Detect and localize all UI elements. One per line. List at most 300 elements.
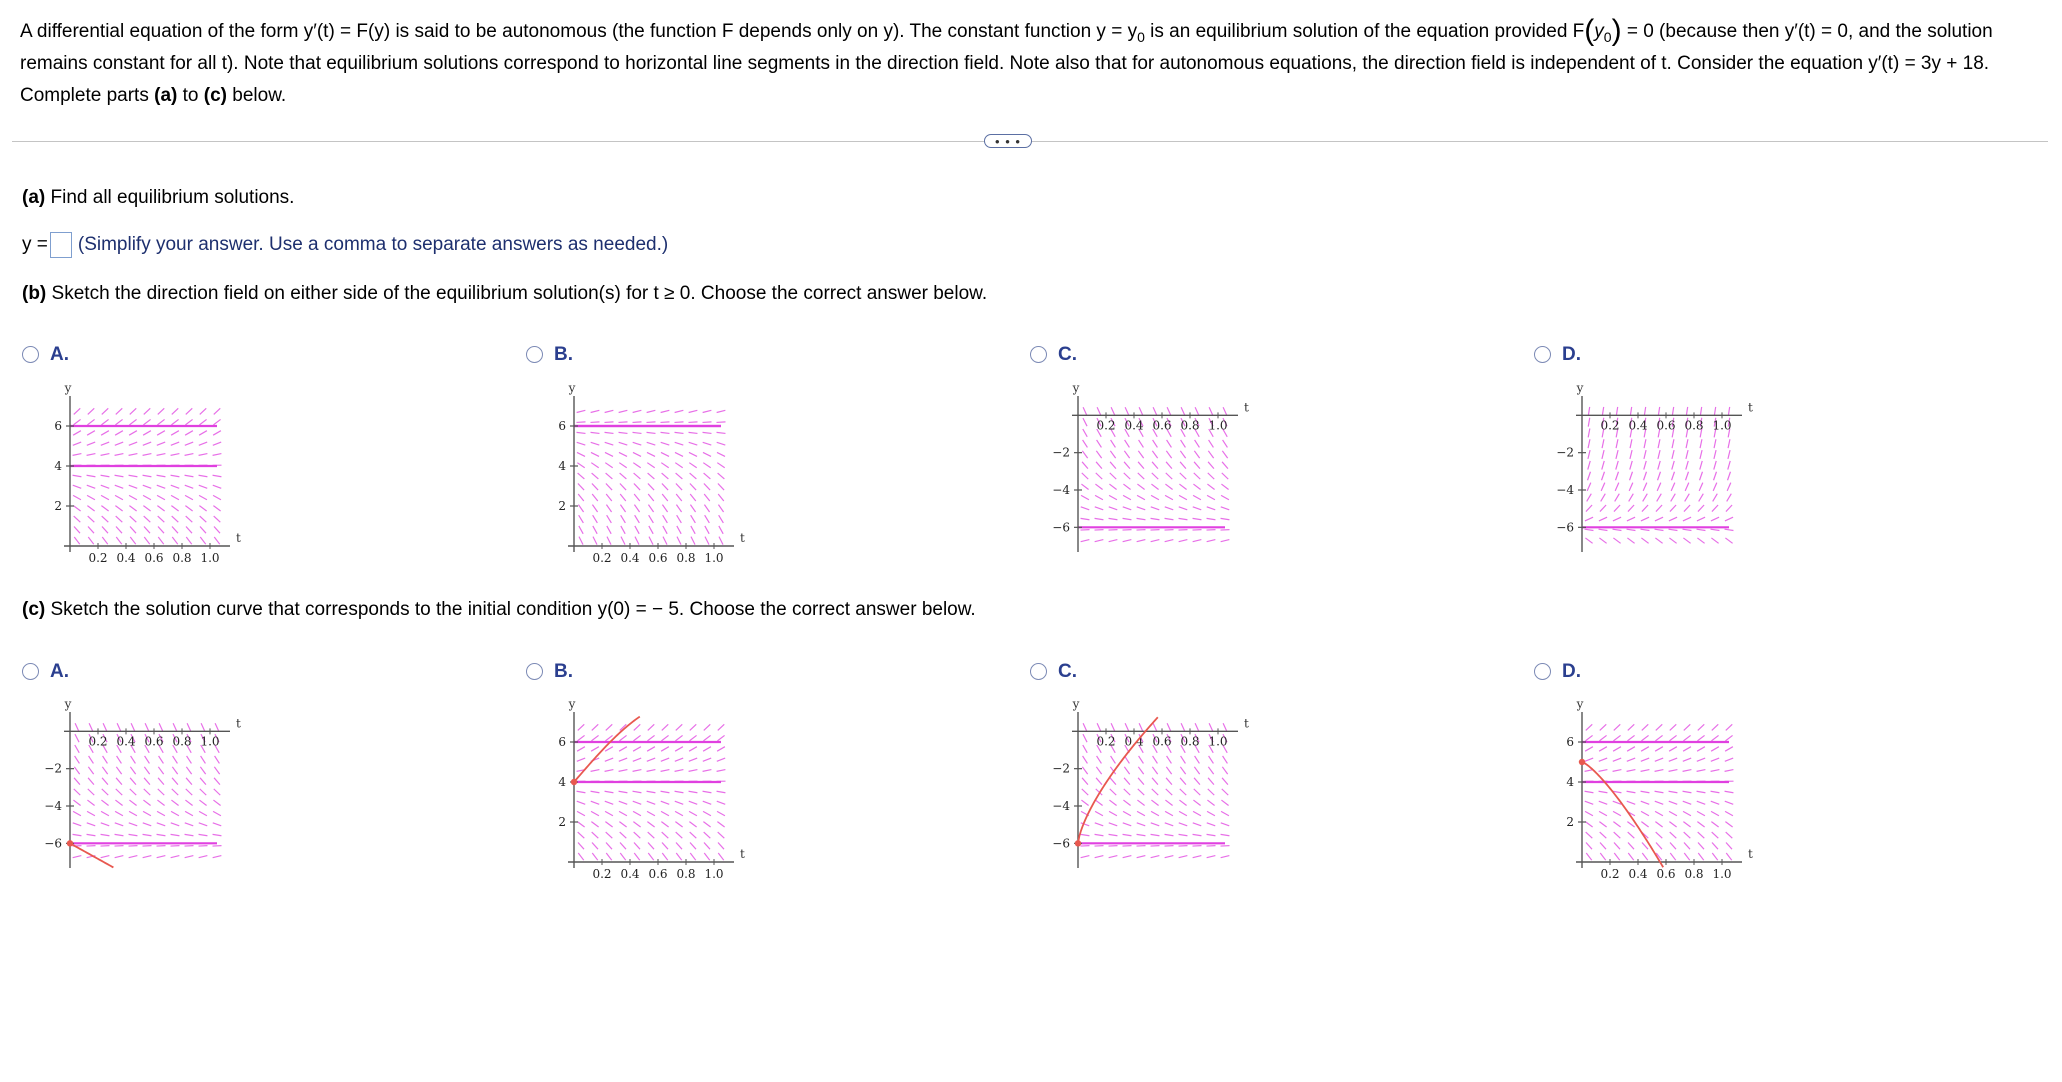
slope-mark bbox=[143, 475, 152, 477]
slope-mark bbox=[1655, 791, 1664, 793]
slope-mark bbox=[577, 452, 585, 456]
slope-mark bbox=[1627, 822, 1634, 827]
slope-mark bbox=[101, 475, 110, 477]
slope-mark bbox=[1152, 778, 1158, 785]
slope-mark bbox=[1698, 853, 1703, 860]
intro-to: to bbox=[177, 85, 204, 106]
slope-mark bbox=[1081, 507, 1089, 510]
slope-mark bbox=[87, 811, 95, 815]
slope-mark bbox=[1683, 811, 1691, 815]
slope-mark bbox=[1151, 834, 1160, 835]
slope-mark bbox=[144, 767, 149, 774]
slope-mark bbox=[1221, 823, 1229, 826]
slope-mark bbox=[1167, 723, 1171, 731]
slope-mark bbox=[647, 811, 655, 815]
slope-mark bbox=[703, 801, 711, 804]
slope-mark bbox=[619, 735, 626, 740]
slope-mark bbox=[73, 495, 81, 499]
slope-mark bbox=[633, 758, 641, 761]
slope-mark bbox=[1641, 735, 1648, 740]
slope-mark bbox=[200, 789, 206, 795]
slope-mark bbox=[172, 767, 177, 774]
t-tick-label: 0.6 bbox=[144, 551, 164, 565]
t-axis-label: t bbox=[1748, 400, 1753, 415]
slope-mark bbox=[1208, 473, 1214, 479]
slope-mark bbox=[591, 452, 599, 456]
slope-mark bbox=[1712, 853, 1717, 860]
slope-mark bbox=[157, 800, 164, 805]
slope-mark bbox=[704, 473, 711, 479]
slope-mark bbox=[1644, 450, 1646, 459]
slope-mark bbox=[1151, 518, 1160, 519]
y-tick-label: −6 bbox=[44, 836, 62, 851]
slope-mark bbox=[1586, 853, 1591, 860]
slope-mark bbox=[88, 408, 95, 414]
slope-mark bbox=[1616, 461, 1618, 470]
slope-mark bbox=[101, 485, 109, 488]
slope-mark bbox=[1179, 540, 1188, 542]
radio-button[interactable] bbox=[22, 346, 39, 363]
option-letter: C. bbox=[1058, 344, 1077, 365]
slope-mark bbox=[186, 537, 191, 544]
slope-mark bbox=[1180, 473, 1186, 479]
slope-mark bbox=[633, 747, 641, 752]
slope-mark bbox=[1672, 472, 1675, 481]
slope-mark bbox=[1600, 853, 1605, 860]
slope-mark bbox=[88, 516, 95, 522]
slope-mark bbox=[619, 791, 628, 793]
slope-mark bbox=[1585, 758, 1593, 761]
slope-mark bbox=[1222, 473, 1228, 479]
slope-mark bbox=[87, 454, 96, 456]
slope-mark bbox=[1672, 461, 1674, 470]
initial-point bbox=[571, 779, 577, 785]
slope-mark bbox=[1698, 505, 1704, 512]
slope-mark bbox=[649, 515, 654, 523]
slope-mark bbox=[1683, 747, 1691, 752]
slope-mark bbox=[619, 410, 628, 412]
slope-mark bbox=[1671, 483, 1675, 491]
slope-mark bbox=[200, 526, 206, 533]
slope-mark bbox=[201, 756, 206, 764]
slope-mark bbox=[1083, 429, 1087, 437]
radio-button[interactable] bbox=[1534, 663, 1551, 680]
slope-mark bbox=[1614, 505, 1620, 512]
slope-mark bbox=[1207, 834, 1216, 835]
slope-mark bbox=[1151, 823, 1159, 826]
expand-more-button[interactable]: • • • bbox=[984, 134, 1032, 148]
slope-mark bbox=[1713, 483, 1717, 491]
radio-button[interactable] bbox=[22, 663, 39, 680]
slope-mark bbox=[676, 494, 682, 501]
slope-mark bbox=[1193, 507, 1201, 510]
slope-mark bbox=[1655, 529, 1664, 530]
slope-mark bbox=[1152, 789, 1158, 795]
slope-mark bbox=[1600, 832, 1607, 838]
slope-mark bbox=[591, 422, 600, 423]
slope-mark bbox=[213, 431, 221, 436]
slope-mark bbox=[88, 778, 94, 785]
slope-mark bbox=[129, 856, 138, 858]
slope-mark bbox=[633, 432, 642, 433]
slope-mark bbox=[633, 791, 642, 793]
slope-mark bbox=[1642, 842, 1648, 849]
slope-mark bbox=[1221, 484, 1228, 489]
slope-mark bbox=[199, 823, 207, 826]
slope-mark bbox=[1181, 407, 1185, 415]
slope-mark bbox=[1124, 767, 1129, 774]
slope-mark bbox=[200, 767, 205, 774]
slope-mark bbox=[605, 747, 613, 752]
solution-curve bbox=[1078, 717, 1158, 843]
slope-mark bbox=[157, 856, 166, 858]
slope-mark bbox=[143, 811, 151, 815]
slope-mark bbox=[87, 506, 94, 511]
slope-mark bbox=[199, 442, 207, 445]
slope-mark bbox=[1599, 538, 1606, 543]
slope-mark bbox=[677, 515, 682, 523]
part-c-question bbox=[22, 598, 976, 622]
slope-mark bbox=[1195, 756, 1200, 764]
slope-mark bbox=[1725, 529, 1734, 530]
t-tick-label: 0.2 bbox=[88, 734, 108, 749]
slope-mark bbox=[1672, 407, 1673, 416]
slope-mark bbox=[661, 422, 670, 423]
slope-mark bbox=[1627, 758, 1635, 761]
slope-mark bbox=[661, 811, 669, 815]
slope-mark bbox=[1221, 800, 1228, 805]
slope-mark bbox=[1151, 484, 1158, 489]
slope-mark bbox=[115, 506, 122, 511]
slope-mark bbox=[1669, 758, 1677, 761]
slope-mark bbox=[1166, 789, 1172, 795]
slope-mark bbox=[1697, 770, 1706, 772]
slope-mark bbox=[73, 834, 82, 835]
slope-mark bbox=[172, 537, 177, 544]
slope-mark bbox=[1082, 473, 1088, 479]
slope-mark bbox=[213, 856, 222, 858]
slope-mark bbox=[703, 822, 710, 827]
slope-mark bbox=[1081, 518, 1090, 519]
slope-mark bbox=[115, 811, 123, 815]
t-tick-label: 0.6 bbox=[144, 734, 164, 749]
slope-mark bbox=[1644, 461, 1646, 470]
slope-mark bbox=[1616, 439, 1618, 448]
slope-mark bbox=[578, 505, 583, 512]
radio-button[interactable] bbox=[1030, 663, 1047, 680]
slope-mark bbox=[185, 485, 193, 488]
slope-mark bbox=[1627, 517, 1635, 521]
slope-mark bbox=[1165, 856, 1174, 858]
t-tick-label: 1.0 bbox=[1712, 867, 1732, 881]
slope-mark bbox=[1207, 495, 1215, 499]
slope-mark bbox=[1193, 484, 1200, 489]
y-tick-label: −6 bbox=[1052, 520, 1070, 535]
radio-button[interactable] bbox=[526, 346, 543, 363]
slope-mark bbox=[1658, 407, 1659, 416]
slope-mark bbox=[1208, 789, 1214, 795]
slope-mark bbox=[1095, 800, 1102, 805]
slope-mark bbox=[1123, 811, 1131, 815]
t-tick-label: 0.2 bbox=[1096, 418, 1116, 433]
slope-mark bbox=[200, 778, 206, 785]
slope-mark bbox=[1207, 823, 1215, 826]
slope-mark bbox=[1193, 823, 1201, 826]
slope-mark bbox=[1726, 724, 1733, 730]
slope-mark bbox=[1602, 472, 1605, 481]
y-tick-label: 2 bbox=[54, 499, 62, 513]
slope-mark bbox=[1700, 407, 1701, 416]
radio-button[interactable] bbox=[526, 663, 543, 680]
slope-mark bbox=[689, 432, 698, 433]
slope-mark bbox=[74, 408, 81, 414]
slope-mark bbox=[661, 442, 670, 445]
slope-mark bbox=[648, 483, 654, 490]
slope-mark bbox=[1697, 735, 1704, 740]
slope-mark bbox=[130, 516, 137, 522]
slope-mark bbox=[703, 410, 712, 412]
slope-mark bbox=[1586, 505, 1592, 512]
slope-mark bbox=[144, 516, 151, 522]
slope-mark bbox=[101, 431, 109, 436]
slope-mark bbox=[75, 756, 80, 764]
slope-mark bbox=[661, 410, 670, 412]
slope-mark bbox=[633, 463, 640, 468]
slope-mark bbox=[115, 856, 124, 858]
slope-mark bbox=[1165, 507, 1173, 510]
slope-mark bbox=[1642, 853, 1647, 860]
slope-mark bbox=[1725, 735, 1732, 740]
slope-mark bbox=[1669, 822, 1676, 827]
slope-mark bbox=[1615, 483, 1619, 491]
slope-mark bbox=[1712, 842, 1718, 849]
slope-mark bbox=[578, 842, 584, 849]
slope-mark bbox=[1602, 450, 1604, 459]
graph-c-c bbox=[1038, 694, 1249, 884]
slope-mark bbox=[172, 778, 178, 785]
slope-mark bbox=[635, 537, 639, 545]
slope-mark bbox=[633, 422, 642, 423]
slope-mark bbox=[704, 842, 710, 849]
slope-mark bbox=[75, 723, 79, 731]
slope-mark bbox=[1711, 791, 1720, 793]
slope-mark bbox=[1221, 856, 1230, 858]
subscript: 0 bbox=[1137, 29, 1145, 45]
slope-mark bbox=[159, 756, 164, 764]
slope-mark bbox=[675, 452, 683, 456]
slope-mark bbox=[73, 823, 81, 826]
slope-mark bbox=[1599, 758, 1607, 761]
t-tick-label: 1.0 bbox=[1208, 734, 1228, 749]
slope-mark bbox=[1083, 418, 1087, 426]
t-tick-label: 0.6 bbox=[1656, 418, 1676, 433]
slope-mark bbox=[606, 724, 613, 730]
slope-mark bbox=[633, 811, 641, 815]
answer-prefix: y = bbox=[22, 234, 48, 256]
slope-mark bbox=[115, 823, 123, 826]
t-axis-label: t bbox=[1244, 716, 1249, 731]
slope-mark bbox=[1083, 440, 1088, 448]
slope-mark bbox=[117, 756, 122, 764]
y-tick-label: 6 bbox=[1566, 735, 1574, 749]
slope-mark bbox=[1641, 811, 1649, 815]
slope-mark bbox=[1586, 724, 1593, 730]
y-axis-label: y bbox=[1072, 697, 1080, 711]
slope-mark bbox=[690, 505, 695, 512]
slope-mark bbox=[1686, 439, 1688, 448]
slope-mark bbox=[1179, 495, 1187, 499]
slope-mark bbox=[1585, 517, 1593, 521]
slope-mark bbox=[717, 452, 725, 456]
slope-mark bbox=[577, 811, 585, 815]
slope-mark bbox=[633, 452, 641, 456]
t-tick-label: 0.2 bbox=[1600, 418, 1620, 433]
option-letter: C. bbox=[1058, 661, 1077, 682]
slope-mark bbox=[171, 485, 179, 488]
slope-mark bbox=[116, 408, 123, 414]
slope-mark bbox=[591, 770, 600, 772]
slope-mark bbox=[1641, 517, 1649, 521]
slope-mark bbox=[1728, 461, 1730, 470]
slope-mark bbox=[1644, 407, 1645, 416]
part-b-question bbox=[22, 282, 987, 306]
slope-mark bbox=[1588, 472, 1591, 481]
slope-mark bbox=[102, 767, 107, 774]
intro-end: below. bbox=[227, 85, 287, 106]
slope-mark bbox=[675, 735, 682, 740]
slope-mark bbox=[1644, 439, 1646, 448]
slope-mark bbox=[676, 853, 681, 860]
slope-mark bbox=[1602, 439, 1604, 448]
slope-mark bbox=[157, 419, 164, 424]
slope-mark bbox=[1672, 439, 1674, 448]
slope-mark bbox=[1672, 450, 1674, 459]
equilibrium-answer-input[interactable] bbox=[50, 232, 72, 258]
slope-mark bbox=[579, 515, 584, 523]
slope-mark bbox=[1630, 439, 1632, 448]
slope-mark bbox=[1153, 407, 1157, 415]
initial-point bbox=[1075, 840, 1081, 846]
slope-mark bbox=[103, 756, 108, 764]
slope-mark bbox=[1686, 407, 1687, 416]
slope-mark bbox=[1711, 735, 1718, 740]
t-axis-label: t bbox=[740, 531, 745, 545]
slope-mark bbox=[1727, 483, 1731, 491]
slope-mark bbox=[101, 419, 108, 424]
slope-mark bbox=[185, 811, 193, 815]
slope-mark bbox=[1193, 834, 1202, 835]
slope-mark bbox=[1166, 778, 1172, 785]
slope-mark bbox=[717, 463, 724, 468]
slope-mark bbox=[661, 747, 669, 752]
slope-mark bbox=[1588, 461, 1590, 470]
slope-mark bbox=[158, 789, 164, 795]
slope-mark bbox=[1714, 439, 1716, 448]
y-axis-label: y bbox=[1576, 381, 1584, 395]
slope-mark bbox=[633, 410, 642, 412]
slope-mark bbox=[1179, 856, 1188, 858]
slope-mark bbox=[101, 823, 109, 826]
slope-mark bbox=[101, 442, 109, 445]
slope-mark bbox=[87, 485, 95, 488]
slope-mark bbox=[577, 822, 584, 827]
slope-mark bbox=[606, 832, 613, 838]
slope-mark bbox=[73, 485, 81, 488]
slope-mark bbox=[172, 526, 178, 533]
slope-mark bbox=[1628, 832, 1635, 838]
slope-mark bbox=[185, 800, 192, 805]
slope-mark bbox=[592, 473, 599, 479]
y-tick-label: 4 bbox=[54, 459, 62, 473]
slope-mark bbox=[74, 789, 80, 795]
slope-mark bbox=[1683, 529, 1692, 530]
slope-mark bbox=[1613, 529, 1622, 530]
radio-button[interactable] bbox=[1030, 346, 1047, 363]
slope-mark bbox=[1137, 507, 1145, 510]
slope-mark bbox=[1137, 856, 1146, 858]
y-tick-label: 2 bbox=[558, 499, 566, 513]
slope-mark bbox=[1195, 407, 1199, 415]
slope-mark bbox=[1586, 842, 1592, 849]
slope-mark bbox=[1151, 507, 1159, 510]
slope-mark bbox=[185, 442, 193, 445]
slope-mark bbox=[1655, 770, 1664, 772]
slope-mark bbox=[1081, 834, 1090, 835]
slope-mark bbox=[662, 494, 668, 501]
slope-mark bbox=[143, 442, 151, 445]
slope-mark bbox=[1083, 756, 1088, 764]
slope-mark bbox=[591, 791, 600, 793]
slope-mark bbox=[676, 832, 683, 838]
slope-mark bbox=[1655, 758, 1663, 761]
slope-mark bbox=[690, 724, 697, 730]
slope-mark bbox=[1208, 462, 1214, 469]
slope-mark bbox=[1711, 770, 1720, 772]
solution-curve bbox=[70, 843, 113, 867]
slope-mark bbox=[116, 789, 122, 795]
slope-mark bbox=[718, 724, 725, 730]
radio-button[interactable] bbox=[1534, 346, 1551, 363]
slope-mark bbox=[131, 756, 136, 764]
option-letter: B. bbox=[554, 344, 573, 365]
slope-mark bbox=[186, 778, 192, 785]
t-tick-label: 0.4 bbox=[116, 551, 136, 565]
slope-mark bbox=[129, 431, 137, 436]
slope-mark bbox=[185, 419, 192, 424]
slope-mark bbox=[675, 770, 684, 772]
slope-mark bbox=[1207, 507, 1215, 510]
slope-mark bbox=[143, 506, 150, 511]
slope-mark bbox=[1095, 495, 1103, 499]
slope-mark bbox=[101, 454, 110, 456]
slope-mark bbox=[1095, 518, 1104, 519]
t-tick-label: 1.0 bbox=[200, 551, 220, 565]
slope-mark bbox=[1700, 450, 1702, 459]
t-tick-label: 0.6 bbox=[1656, 867, 1676, 881]
slope-mark bbox=[591, 442, 600, 445]
slope-mark bbox=[1109, 495, 1117, 499]
slope-mark bbox=[1725, 538, 1732, 543]
slope-mark bbox=[1683, 538, 1690, 543]
slope-mark bbox=[75, 734, 79, 742]
slope-mark bbox=[214, 767, 219, 774]
slope-mark bbox=[1096, 451, 1101, 458]
slope-mark bbox=[704, 494, 710, 501]
slope-mark bbox=[620, 832, 627, 838]
slope-mark bbox=[717, 422, 726, 423]
slope-mark bbox=[691, 515, 696, 523]
slope-mark bbox=[1670, 505, 1676, 512]
